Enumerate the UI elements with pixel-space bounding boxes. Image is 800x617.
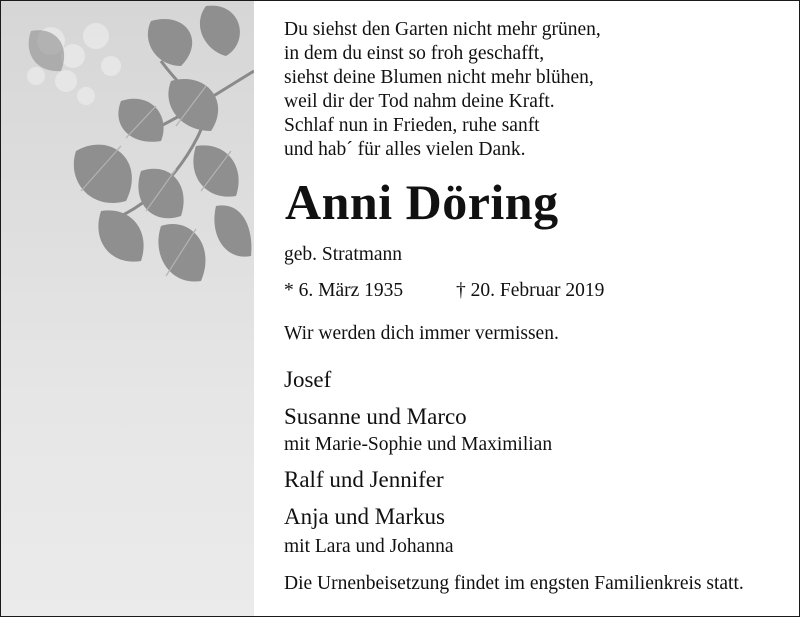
family-names: Anja und Markus (284, 504, 445, 529)
family-names: Ralf und Jennifer (284, 467, 444, 492)
family-names: Josef (284, 367, 332, 392)
funeral-note: Die Urnenbeisetzung findet im engsten Familienkreis statt. (284, 573, 744, 594)
birth-date: * 6. März 1935 (284, 280, 404, 301)
birth-name: geb. Stratmann (284, 244, 403, 265)
poem-line: siehst deine Blumen nicht mehr blühen, (284, 67, 594, 88)
death-date: † 20. Februar 2019 (456, 280, 605, 301)
poem-line: Du siehst den Garten nicht mehr grünen, (284, 19, 601, 40)
deceased-name: Anni Döring (285, 174, 559, 230)
farewell-message: Wir werden dich immer vermissen. (284, 323, 559, 344)
poem-line: in dem du einst so froh geschafft, (284, 43, 545, 64)
family-children: mit Marie-Sophie und Maximilian (284, 434, 553, 455)
poem-line: und hab´ für alles vielen Dank. (284, 139, 526, 160)
leaves-photo (1, 1, 254, 616)
poem-line: weil dir der Tod nahm deine Kraft. (284, 91, 555, 112)
family-names: Susanne und Marco (284, 404, 467, 429)
family-children: mit Lara und Johanna (284, 536, 454, 557)
leaves-illustration (1, 1, 254, 616)
poem-line: Schlaf nun in Frieden, ruhe sanft (284, 115, 540, 136)
